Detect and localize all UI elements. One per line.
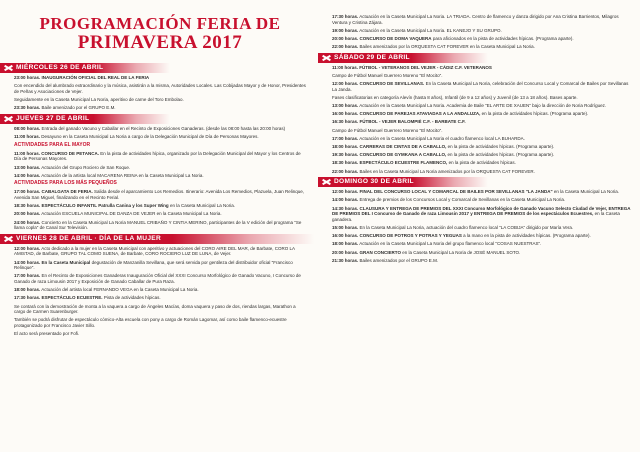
event-entry [14, 83, 306, 94]
event-entry [14, 331, 306, 337]
event-highlight: CONCURSO DE PETANCA. [41, 150, 99, 156]
event-entry [14, 203, 306, 209]
day-section-sunday [318, 189, 640, 263]
event-description: En la Caseta Municipal La Noria, actuación del cuadro flamenco local "LA COBIJA" dirigido por María Vera. [359, 224, 574, 230]
day-section-friday-continued [318, 14, 640, 50]
event-entry [14, 246, 306, 257]
event-time: 11:00 horas. [332, 64, 359, 70]
event-entry [332, 144, 632, 150]
event-description: Actuación ESCUELA MUNICIPAL DE DANZA DE VEJER en la Caseta Municipal La Noria. [41, 211, 222, 217]
event-time: 17:00 horas. [332, 135, 359, 141]
event-description: En la Caseta Municipal La Noria, celebración del Concurso Local y Comarcal de Bailes por Sevillanas La Janda. [332, 81, 629, 92]
event-entry [332, 241, 632, 247]
event-time: 17:30 horas. [14, 295, 41, 301]
event-description: en la pista de actividades hípicas. (Programa aparte). [447, 152, 555, 158]
event-time: 24:00 horas. [14, 219, 41, 225]
event-description: en la Caseta ganadera. [332, 211, 620, 222]
event-description: Actuación del artista local FERNANDO VEGA en la Caseta Municipal La Noria. [41, 287, 199, 293]
event-entry [332, 36, 632, 42]
day-header-friday [0, 234, 314, 244]
event-time: 20:00 horas. [332, 35, 359, 41]
event-description: Actuación en la Caseta Municipal La Noria. EL KANEJO Y SU GRUPO. [359, 27, 502, 33]
event-entry [332, 28, 632, 34]
event-description: en la Caseta Municipal La Noria. [169, 203, 235, 209]
event-time: 11:00 horas. [14, 150, 41, 156]
day-section-thursday [0, 126, 314, 231]
event-highlight: CONCURSO DE SEVILLANAS. [359, 81, 425, 87]
event-entry [332, 81, 632, 92]
event-entry [332, 152, 632, 158]
page-title [30, 14, 290, 52]
event-time: 18:30 horas. [14, 203, 41, 209]
event-description: Bailes amenizados por el GRUPO E.M. [359, 257, 439, 263]
event-entry [14, 173, 306, 179]
event-entry [332, 111, 632, 117]
event-description: Con encendido del alumbrado extraordinario y la música, asistirán a la misma, Autoridades Locales. Las Cobijadas Mayor y de Honor, Presidentes de Peñas y Asociaciones de Vejer. [14, 83, 306, 94]
event-entry [14, 273, 306, 284]
event-description: para aficionados en la pista de actividades hípicas. (Programa aparte). [432, 35, 574, 41]
event-time: 18:00 horas. [332, 144, 359, 150]
event-entry [332, 65, 632, 71]
event-time: 20:00 horas. [14, 211, 41, 217]
event-highlight: CONCURSO DE PAREJAS ATAVIADAS A LA ANDALUZA, [359, 111, 481, 117]
day-header-label: JUEVES 27 DE ABRIL [16, 114, 90, 122]
day-header-label: VIERNES 28 DE ABRIL · DÍA DE LA MUJER [16, 234, 162, 242]
event-entry [332, 233, 632, 239]
event-description: Concierto en la Caseta Municipal La Noria MANUEL CRIBAÑO Y CINTIA MERINO, participantes de la V edición del programa "Se llama copla" de Canal Sur Televisión. [14, 219, 302, 231]
event-entry [332, 14, 632, 25]
event-time: 20:00 horas. [332, 249, 359, 255]
event-time: 19:00 horas. [332, 27, 359, 33]
event-highlight: CLAUSURA Y ENTREGA DE PREMIOS DEL XXXI Concurso Morfológico de Ganado Vacuno Selecto Ciudad de Vejer, ENTREGA DE PREMIOS DEL I Concurso de Ganado de raza Limousin 2017 y ENTREGA DE PREMIOS de los espectáculos Ecuestres, [332, 205, 631, 217]
event-entry [332, 119, 632, 125]
event-entry [14, 97, 306, 103]
event-description: en la Caseta Municipal La Noria. [553, 189, 619, 195]
event-entry [332, 160, 632, 166]
day-header-label: DOMINGO 30 DE ABRIL [334, 178, 414, 186]
event-entry [332, 128, 632, 134]
event-highlight: ESPECTÁCULO ECUESTRE. [41, 295, 103, 301]
event-entry [14, 105, 306, 111]
event-highlight: GRAN CONCIERTO [359, 249, 401, 255]
activity-group-heading: ACTIVIDADES PARA LOS MÁS PEQUEÑOS [14, 180, 117, 187]
event-time: 14:30 horas. [332, 205, 359, 211]
event-entry [14, 75, 306, 81]
event-description: degustación de Manzanilla Sevillana, que será servida por gentileza del distribuidor oficial "Francisco Relinque". [14, 259, 293, 271]
event-description: En la pista de actividades hípica, organizado por la Delegación Municipal del Mayor y los Centros de Día de Personas Mayores. [14, 150, 301, 162]
event-entry [332, 197, 632, 203]
event-highlight: FÚTBOL - VEJER BALOMPIÉ C.F. - BARBATE C.F. [359, 119, 466, 125]
title-line-2: PRIMAVERA 2017 [77, 32, 243, 53]
event-time: 17:00 horas. [14, 189, 41, 195]
event-description: Actuación en la Caseta Municipal La Noria del grupo flamenco local "COSAS NUESTRAS". [359, 241, 542, 247]
event-highlight: CABALGATA DE FERIA. [41, 189, 93, 195]
event-highlight: INAUGURACIÓN OFICIAL DEL REAL DE LA FERIA [41, 75, 150, 80]
event-highlight: ESPECTÁCULO ECUESTRE FLAMENCO, [359, 160, 448, 166]
event-time: 16:00 horas. [332, 111, 359, 117]
event-description: Salida desde el aparcamiento Los Remedios. Itinerario: Avenida Los Remedios, Plazuela, Juan Relinque, Avenida San Miguel, finalizando en el Recinto Ferial. [14, 189, 305, 201]
flag-icon [322, 178, 331, 186]
right-column [318, 0, 640, 452]
day-section-friday [0, 246, 314, 337]
event-entry [332, 169, 632, 175]
event-description: Actuación de la artista local MACARENA REINA en la Caseta Municipal La Noria. [41, 172, 204, 178]
title-line-1: PROGRAMACIÓN FERIA DE [39, 14, 281, 33]
day-header-thursday [0, 114, 170, 124]
event-time: 13:00 horas. [14, 164, 41, 170]
day-header-saturday [318, 53, 488, 63]
event-highlight: CONCURSO DE POTROS Y POTRAS Y YEGUAS [359, 233, 462, 239]
event-time: 16:30 horas. [332, 119, 359, 125]
event-time: 23:30 horas. [14, 105, 41, 111]
event-time: 13:00 horas. [332, 103, 359, 109]
event-time: 12:00 horas. [332, 189, 359, 195]
day-section-saturday [318, 65, 640, 174]
event-highlight: FINAL DEL CONCURSO LOCAL Y COMARCAL DE BAILES POR SEVILLANAS "LA JANDA" [359, 189, 553, 195]
event-highlight: CONCURSO DE DOMA VAQUERA [359, 35, 432, 41]
event-entry [14, 211, 306, 217]
event-time: 22:00 horas. [332, 44, 359, 50]
event-description: Seguidamente en la Caseta Municipal La Noria, aperitivo de carne del Toro Embolao. [14, 96, 184, 102]
left-column [0, 0, 314, 452]
event-description: Pista de actividades hípicas. [103, 295, 161, 301]
event-description: en la pista de actividades hípicas. [448, 160, 516, 166]
event-entry [14, 220, 306, 231]
flag-icon [4, 64, 13, 72]
flag-icon [322, 54, 331, 62]
event-description: También se podrá disfrutar de espectáculo cómico-Alta escuela con pony a cargo de Román Lagomar, así como baile flamenco-ecuestre protagonizado por Francisco Javier Sillo. [14, 317, 287, 328]
event-entry [332, 206, 632, 223]
event-highlight: CONCURSO DE GYMKANA A CABALLO, [359, 152, 447, 158]
day-header-sunday [318, 177, 488, 187]
event-description: Campo de Fútbol Manuel Guerrero Moreno "El Mocito". [332, 127, 443, 133]
event-time: 12:00 horas. [14, 245, 41, 251]
flag-icon [4, 115, 13, 123]
event-entry [14, 304, 306, 315]
event-time: 18:30 horas. [332, 160, 359, 166]
event-time: 14:00 horas. [14, 172, 41, 178]
event-entry [14, 295, 306, 301]
event-entry [14, 151, 306, 162]
event-description: Actuación en la Caseta Municipal La Noria. LA TRIADA. Centro de flamenco y danza dirigido por Ana Cristina Barrientos, Milagros Ventura y Cristina Zájara. [332, 14, 619, 25]
event-highlight: CARRERAS DE CINTAS DE A CABALLO, [359, 144, 447, 150]
event-highlight: FÚTBOL - VETERANOS DEL VEJER - CÁDIZ C.F. VETERANOS [359, 64, 492, 70]
event-time: 17:00 horas. [14, 273, 41, 279]
event-description: Entrada del ganado Vacuno y Caballar en el Recinto de Exposiciones Ganaderas. (desde las 08:00 hasta las 20:00 horas) [41, 125, 286, 131]
event-description: en la pista de actividades hípicas. (Programa aparte). [481, 111, 589, 117]
event-time: 18:00 horas. [14, 287, 41, 293]
event-description: Acto dedicado a la mujer en la Caseta Municipal con aperitivo y actuaciones del CORO AIRE DEL MAR, de Barbate, CORO LA AMISTAD, de Barbate, GRUPO TAL COMO SUENA, de Barbate, CORO ROCIERO LUZ DE LUNA, de Vejer. [14, 245, 295, 257]
event-description: Actuación en la Caseta Municipal La Noria el cuadro flamenco local LA BUHARDA. [359, 135, 525, 141]
event-description: Baile amenizado por el GRUPO E.M. [41, 105, 116, 111]
activity-group-heading: ACTIVIDADES PARA EL MAYOR [14, 141, 91, 148]
event-entry [332, 103, 632, 109]
event-description: Bailes en la Caseta Municipal La Noria amenizados por la ORQUESTA CAT FOREVER. [359, 168, 535, 174]
day-header-label: MIÉRCOLES 26 DE ABRIL [16, 64, 104, 71]
flag-icon [4, 235, 13, 243]
event-entry [332, 250, 632, 256]
event-description: Actuación en la Caseta Municipal La Noria. Academia de Baile "EL ARTE DE XAUEN" bajo la dirección de Noria Rodríguez. [359, 103, 607, 109]
event-entry [14, 287, 306, 293]
event-highlight: ESPECTÁCULO INFANTIL Patrulla Canina y los Super Wing [41, 203, 169, 209]
event-description: Se contará con la demostración de monta a la vaquera a cargo de Ángeles Macías, doma vaquera y paso de dos, riendas largas, Marathon a cargo de Carmen Suarenburger. [14, 303, 296, 315]
event-entry [14, 317, 306, 328]
event-entry [14, 134, 306, 140]
event-description: Actuación del Grupo Rociero de San Roque. [41, 164, 131, 170]
event-description: a la mano en la pista de actividades hípicas. (Programa aparte). [463, 233, 591, 239]
event-entry [332, 189, 632, 195]
event-description: Campo de Fútbol Manuel Guerrero Moreno "El Mocito". [332, 72, 443, 78]
event-time: 21:30 horas. [332, 257, 359, 263]
event-time: 23:00 horas. [14, 75, 41, 80]
event-entry [332, 95, 632, 101]
event-time: 08:00 horas. [14, 125, 41, 131]
event-entry [332, 258, 632, 264]
event-description: En el Recinto de Exposiciones Ganaderas Inauguración Oficial del XXXI Concurso Morfológico de Ganado Vacuno, I Concurso de Ganado de raza Limousin 2017 y Exposición de Ganado Caballar de Pura Raza. [14, 273, 301, 284]
event-description: en la pista de actividades hípicas. (Programa aparte). [447, 144, 555, 150]
event-time: 16:00 horas. [332, 233, 359, 239]
event-entry [332, 136, 632, 142]
event-entry [14, 189, 306, 200]
event-entry [332, 225, 632, 231]
event-description: Entrega de premios de los Concursos Local y Comarcal de Sevillanas en la Caseta Municipal La Noria. [359, 197, 566, 203]
event-description: Desayuno en la Caseta Municipal La Noria a cargo de la Delegación Municipal de Día de Personas Mayores. [41, 133, 259, 139]
event-entry [14, 165, 306, 171]
event-time: 17:30 horas. [332, 14, 359, 19]
event-time: 15:00 horas. [332, 224, 359, 230]
day-section-wednesday [0, 75, 314, 111]
event-time: 14:00 horas. [332, 197, 359, 203]
event-time: 18:00 horas. [332, 241, 359, 247]
event-time: 19:30 horas. [332, 152, 359, 158]
event-entry [332, 73, 632, 79]
event-time: 14:00 horas. [14, 259, 41, 265]
event-description: Fases clasificatorias en categoría Alevín (hasta 8 años), Infantil (de 9 a 12 años) y Juvenil (de 13 a 18 años). Bases aparte. [332, 94, 578, 100]
event-time: 11:00 horas. [14, 133, 41, 139]
event-time: 22:00 horas. [332, 168, 359, 174]
event-description: El acto será presentado por Fofi. [14, 331, 80, 337]
day-header-wednesday [0, 63, 170, 73]
event-description: en la Caseta Municipal La Noria de JOSÉ MANUEL SOTO. [402, 249, 521, 255]
event-time: 12:00 horas. [332, 81, 359, 87]
event-entry [332, 44, 632, 50]
event-entry [14, 260, 306, 271]
event-description: Bailes amenizados por la ORQUESTA CAT FOREVER en la Caseta Municipal La Noria. [359, 44, 535, 50]
day-header-label: SÁBADO 29 DE ABRIL [334, 53, 410, 61]
event-highlight: En la Caseta Municipal [41, 259, 91, 265]
event-entry [14, 126, 306, 132]
